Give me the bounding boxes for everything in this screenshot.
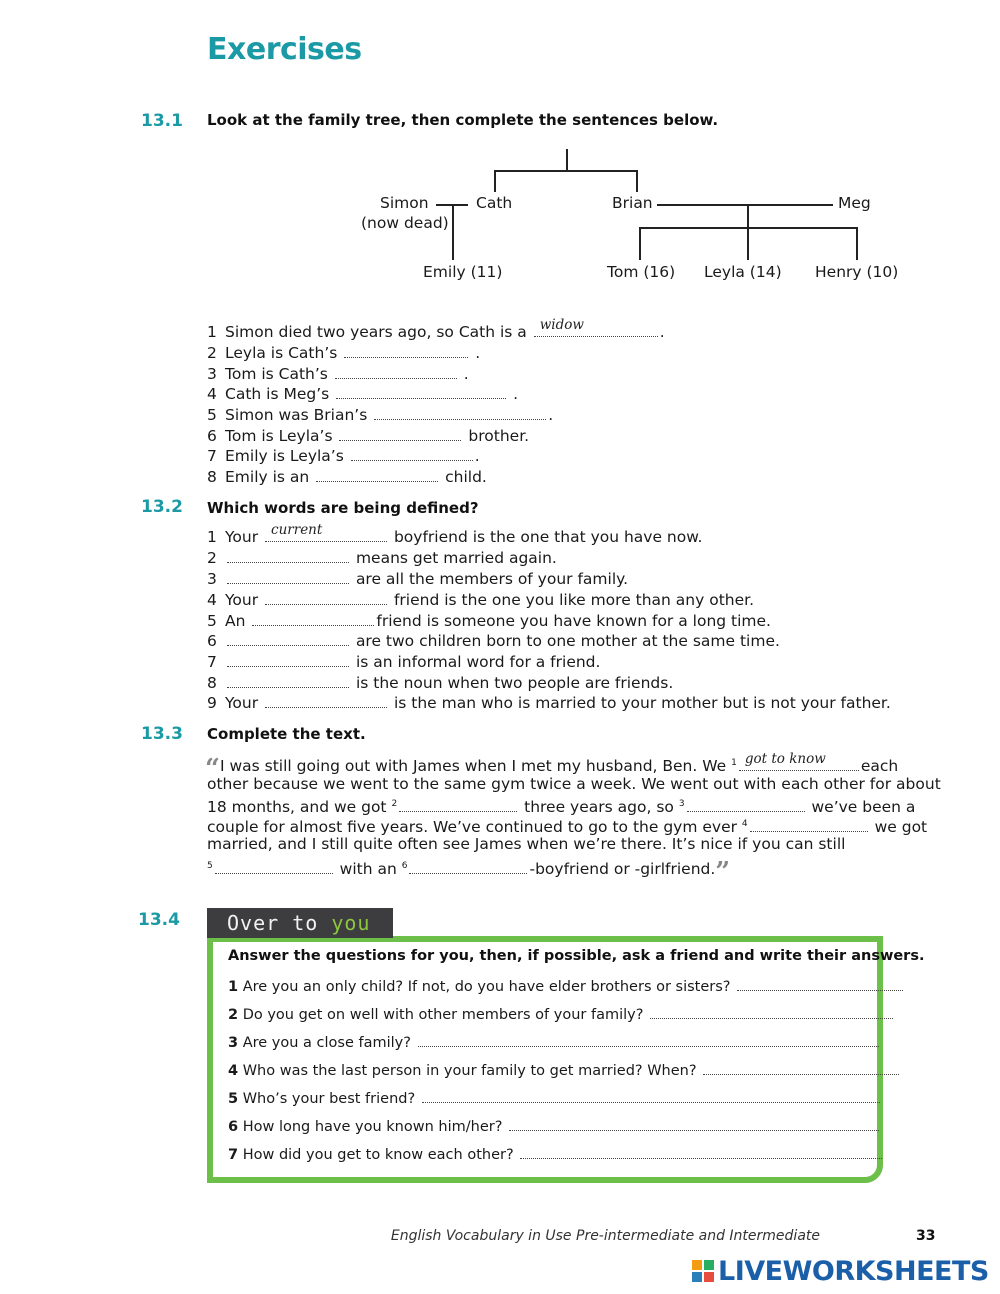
answer-blank[interactable]: [227, 652, 349, 667]
item-text: Tom is Leyla’s: [225, 427, 333, 445]
question-number: 7: [228, 1147, 239, 1163]
answer-blank[interactable]: [520, 1144, 882, 1159]
answer-blank[interactable]: [316, 467, 438, 482]
text-line: [207, 795, 915, 817]
item-text: .: [463, 365, 469, 383]
list-item: [207, 693, 891, 713]
item-text: are two children born to one mother at the same time.: [355, 632, 780, 650]
item-number: 6: [207, 632, 217, 650]
question-item: [228, 1032, 881, 1053]
tree-name-henry: Henry (10): [815, 263, 899, 281]
answer-blank[interactable]: [215, 859, 333, 874]
item-number: 8: [207, 674, 217, 692]
list-item: [207, 631, 780, 651]
section-number-13-2: 13.2: [141, 497, 183, 517]
answer-blank[interactable]: [335, 364, 457, 379]
answer-blank[interactable]: [374, 405, 546, 420]
item-text: Your: [225, 591, 259, 609]
question-item: [228, 1004, 895, 1025]
item-number: 6: [207, 427, 217, 445]
item-text: .: [513, 385, 519, 403]
item-text: Simon was Brian’s: [225, 406, 368, 424]
item-number: 5: [207, 612, 217, 630]
answer-blank[interactable]: [227, 548, 349, 563]
item-text: are all the members of your family.: [355, 570, 629, 588]
list-item: [207, 405, 553, 425]
answer-blank[interactable]: [650, 1004, 893, 1019]
gap-number: 3: [678, 799, 685, 809]
answer-blank[interactable]: [703, 1060, 899, 1075]
item-text: .: [659, 323, 665, 341]
section-number-13-3: 13.3: [141, 724, 183, 744]
item-number: 1: [207, 528, 217, 546]
item-text: brother.: [468, 427, 530, 445]
answer-blank[interactable]: [687, 797, 805, 812]
tree-line: [657, 204, 833, 206]
item-text: .: [475, 344, 481, 362]
item-text: is the man who is married to your mother but is not your father.: [393, 694, 891, 712]
item-text: Leyla is Cath’s: [225, 344, 338, 362]
answer-blank[interactable]: [344, 343, 468, 358]
paragraph-text: three years ago, so: [524, 798, 674, 817]
answer-blank[interactable]: [351, 446, 473, 461]
watermark-text: LIVEWORKSHEETS: [718, 1256, 989, 1287]
item-text: Emily is an: [225, 468, 310, 486]
question-text: Are you a close family?: [242, 1035, 411, 1051]
answer-blank[interactable]: [509, 1116, 879, 1131]
question-text: Who’s your best friend?: [242, 1091, 416, 1107]
answer-blank[interactable]: [739, 751, 859, 771]
answer-blank[interactable]: [418, 1032, 879, 1047]
gap-number: 4: [741, 819, 748, 829]
list-item: [207, 384, 518, 404]
section-instruction-13-2: Which words are being defined?: [207, 499, 479, 517]
question-item: [228, 1088, 882, 1109]
paragraph-text: each: [860, 757, 899, 776]
question-text: Do you get on well with other members of your family?: [242, 1007, 644, 1023]
tree-line: [494, 170, 638, 172]
tree-line: [636, 170, 638, 192]
list-item: [207, 590, 754, 610]
section-instruction-13-1: Look at the family tree, then complete the sentences below.: [207, 111, 719, 129]
book-title-footer: English Vocabulary in Use Pre-intermediate and Intermediate: [390, 1228, 820, 1244]
text-line: [207, 815, 927, 837]
paragraph-text: 18 months, and we got: [207, 798, 387, 817]
question-text: Are you an only child? If not, do you have elder brothers or sisters?: [242, 979, 731, 995]
tree-name-brian: Brian: [612, 194, 653, 212]
question-item: [228, 976, 905, 997]
section-instruction-13-3: Complete the text.: [207, 725, 366, 743]
item-number: 4: [207, 385, 217, 403]
paragraph-text: with an: [339, 860, 397, 879]
answer-text: got to know: [744, 751, 826, 768]
item-text: Simon died two years ago, so Cath is a: [225, 323, 527, 341]
tree-name-meg: Meg: [838, 194, 871, 212]
answer-blank[interactable]: [252, 611, 374, 626]
tree-line: [494, 170, 496, 192]
item-text: friend is the one you like more than any other.: [393, 591, 755, 609]
question-text: Who was the last person in your family to get married? When?: [242, 1063, 697, 1079]
section-instruction-13-4: Answer the questions for you, then, if possible, ask a friend and write their answers.: [228, 948, 925, 964]
tree-line: [566, 149, 568, 171]
list-item: [207, 611, 771, 631]
question-number: 3: [228, 1035, 239, 1051]
question-number: 6: [228, 1119, 239, 1135]
paragraph-text: married, and I still quite often see James when we’re there. It’s nice if you can still: [207, 835, 846, 853]
question-item: [228, 1144, 884, 1165]
tree-name-leyla: Leyla (14): [704, 263, 782, 281]
tab-text: Over to: [227, 911, 332, 935]
page-number: 33: [916, 1228, 936, 1244]
item-text: means get married again.: [355, 549, 557, 567]
gap-number: 2: [391, 799, 398, 809]
paragraph-text: we got: [874, 818, 928, 837]
tree-line: [856, 227, 858, 260]
answer-blank[interactable]: [265, 522, 387, 542]
item-number: 7: [207, 447, 217, 465]
item-text: .: [474, 447, 480, 465]
item-text: is an informal word for a friend.: [355, 653, 601, 671]
over-to-you-tab: [207, 908, 393, 938]
item-number: 4: [207, 591, 217, 609]
item-text: boyfriend is the one that you have now.: [393, 528, 703, 546]
paragraph-text: other because we went to the same gym twice a week. We went out with each other for about: [207, 775, 941, 793]
open-quote-icon: “: [205, 754, 220, 785]
answer-blank[interactable]: [336, 384, 506, 399]
answer-blank[interactable]: [227, 569, 349, 584]
item-number: 2: [207, 549, 217, 567]
item-number: 8: [207, 468, 217, 486]
answer-blank[interactable]: [227, 673, 349, 688]
paragraph-text: couple for almost five years. We’ve continued to go to the gym ever: [207, 818, 737, 837]
item-number: 2: [207, 344, 217, 362]
item-text: Your: [225, 694, 259, 712]
tree-name-simon: Simon: [380, 194, 429, 212]
list-item: [207, 343, 480, 363]
list-item: [207, 467, 487, 487]
question-item: [228, 1116, 881, 1137]
tab-text-highlight: you: [331, 911, 371, 935]
list-item: [207, 317, 665, 342]
item-text: An: [225, 612, 246, 630]
gap-number: 5: [207, 861, 213, 871]
item-text: Your: [225, 528, 259, 546]
section-number-13-1: 13.1: [141, 111, 183, 131]
answer-blank[interactable]: [265, 590, 387, 605]
tree-line: [747, 204, 749, 228]
tree-line: [639, 227, 641, 260]
text-line: [207, 835, 845, 854]
answer-blank[interactable]: [737, 976, 903, 991]
section-number-13-4: 13.4: [138, 910, 180, 930]
gap-number: 1: [731, 758, 737, 768]
tree-name-cath: Cath: [476, 194, 513, 212]
answer-blank[interactable]: [534, 317, 658, 337]
item-text: .: [548, 406, 554, 424]
tree-note-simon: (now dead): [361, 214, 449, 232]
question-text: How long have you known him/her?: [242, 1119, 503, 1135]
question-number: 2: [228, 1007, 239, 1023]
tree-name-emily: Emily (11): [423, 263, 503, 281]
list-item: [207, 548, 557, 568]
answer-text: current: [271, 522, 323, 538]
item-number: 7: [207, 653, 217, 671]
item-text: Emily is Leyla’s: [225, 447, 344, 465]
item-text: child.: [445, 468, 487, 486]
answer-blank[interactable]: [409, 859, 527, 874]
answer-blank[interactable]: [339, 426, 461, 441]
answer-blank[interactable]: [265, 693, 387, 708]
item-number: 3: [207, 365, 217, 383]
tree-line: [747, 227, 749, 260]
list-item: [207, 426, 529, 446]
answer-blank[interactable]: [750, 817, 868, 832]
list-item: [207, 652, 600, 672]
liveworksheets-watermark: [692, 1256, 989, 1287]
list-item: [207, 569, 628, 589]
item-text: friend is someone you have known for a long time.: [376, 612, 771, 630]
gap-number: 6: [401, 861, 408, 871]
paragraph-text: -boyfriend or -girlfriend.: [529, 860, 716, 879]
close-quote-icon: ”: [715, 857, 731, 888]
question-number: 5: [228, 1091, 239, 1107]
question-number: 1: [228, 979, 239, 995]
question-item: [228, 1060, 901, 1081]
item-number: 5: [207, 406, 217, 424]
item-text: Tom is Cath’s: [225, 365, 328, 383]
item-number: 9: [207, 694, 217, 712]
item-text: Cath is Meg’s: [225, 385, 330, 403]
question-number: 4: [228, 1063, 239, 1079]
item-number: 3: [207, 570, 217, 588]
item-number: 1: [207, 323, 217, 341]
answer-text: widow: [539, 317, 584, 333]
answer-blank[interactable]: [227, 631, 349, 646]
list-item: [207, 673, 673, 693]
answer-blank[interactable]: [399, 797, 517, 812]
answer-blank[interactable]: [422, 1088, 880, 1103]
paragraph-text: we’ve been a: [811, 798, 916, 817]
liveworksheets-logo-icon: [692, 1260, 714, 1282]
paragraph-text: I was still going out with James when I met my husband, Ben. We: [219, 757, 727, 776]
question-text: How did you get to know each other?: [242, 1147, 514, 1163]
list-item: [207, 522, 703, 547]
text-line: [207, 775, 941, 794]
list-item: [207, 446, 480, 466]
item-text: is the noun when two people are friends.: [355, 674, 674, 692]
page-title: Exercises: [207, 32, 362, 67]
list-item: [207, 364, 469, 384]
tree-name-tom: Tom (16): [607, 263, 676, 281]
text-line: [207, 857, 731, 888]
tree-line: [452, 204, 454, 260]
